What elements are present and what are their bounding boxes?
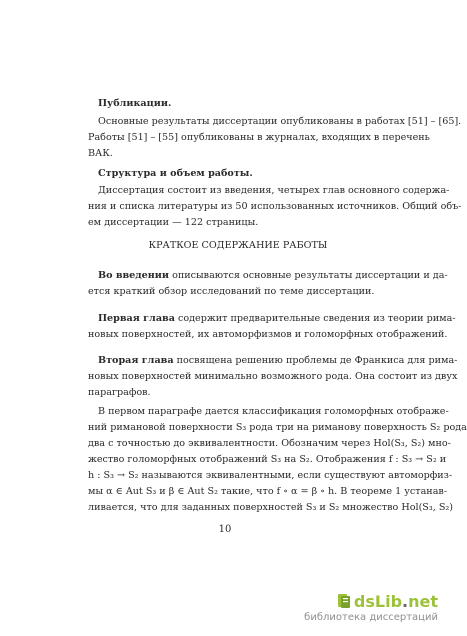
publications-heading: Публикации. (98, 98, 172, 109)
watermark-subtitle: библиотека диссертаций (304, 612, 438, 623)
chapter2-rest: посвящена решению проблемы де Франкиса для рима- (173, 355, 458, 366)
paragraph-line-1: В первом параграфе дается классификация голоморфных отображе- (98, 406, 449, 417)
paragraph-line-5: h : S₃ → S₂ называются эквивалентными, если существуют автоморфиз- (88, 470, 453, 481)
page-number: 10 (218, 524, 232, 535)
structure-line-1: Диссертация состоит из введения, четырех глав основного содержа- (98, 185, 450, 196)
intro-bold: Во введении (98, 270, 170, 281)
publications-line-1: Основные результаты диссертации опубликованы в работах [51] – [65]. (98, 116, 462, 127)
dslib-watermark[interactable] (304, 592, 444, 632)
structure-line-3: ем диссертации — 122 страницы. (88, 217, 259, 228)
summary-title: КРАТКОЕ СОДЕРЖАНИЕ РАБОТЫ (148, 240, 328, 251)
watermark-brand-tld: net (408, 592, 438, 611)
chapter2-line-1 (98, 355, 458, 367)
chapter2-bold: Вторая глава (98, 355, 174, 366)
structure-heading: Структура и объем работы. (98, 168, 253, 179)
intro-line-1 (98, 270, 448, 282)
paragraph-line-2: ний римановой поверхности S₃ рода три на риманову поверхность S₂ рода (88, 422, 467, 433)
watermark-brand (337, 592, 438, 611)
chapter1-line-2: новых поверхностей, их автоморфизмов и голоморфных отображений. (88, 329, 448, 340)
paragraph-line-4: жество голоморфных отображений S₃ на S₂. Отображения f : S₃ → S₂ и (88, 454, 447, 465)
chapter2-line-3: параграфов. (88, 387, 151, 398)
chapter1-rest: содержит предварительные сведения из теории рима- (174, 313, 456, 324)
chapter2-line-2: новых поверхностей минимально возможного рода. Она состоит из двух (88, 371, 458, 382)
book-icon (337, 593, 351, 609)
intro-rest: описываются основные результаты диссертации и да- (169, 270, 448, 281)
watermark-brand-dot: . (402, 592, 409, 611)
watermark-brand-main: dsLib (353, 592, 403, 611)
paragraph-line-6: мы α ∈ Aut S₃ и β ∈ Aut S₂ такие, что f ∘ α = β ∘ h. В теореме 1 устанав- (88, 486, 448, 497)
structure-line-2: ния и списка литературы из 50 использованных источников. Общий объ- (88, 201, 462, 212)
publications-line-3: ВАК. (88, 148, 113, 159)
publications-line-2: Работы [51] – [55] опубликованы в журналах, входящих в перечень (88, 132, 430, 143)
paragraph-line-3: два с точностью до эквивалентности. Обозначим через Hol(S₃, S₂) мно- (88, 438, 451, 449)
chapter1-bold: Первая глава (98, 313, 175, 324)
intro-line-2: ется краткий обзор исследований по теме диссертации. (88, 286, 375, 297)
chapter1-line-1 (98, 313, 456, 325)
paragraph-line-7: ливается, что для заданных поверхностей S₃ и S₂ множество Hol(S₃, S₂) (88, 502, 453, 513)
